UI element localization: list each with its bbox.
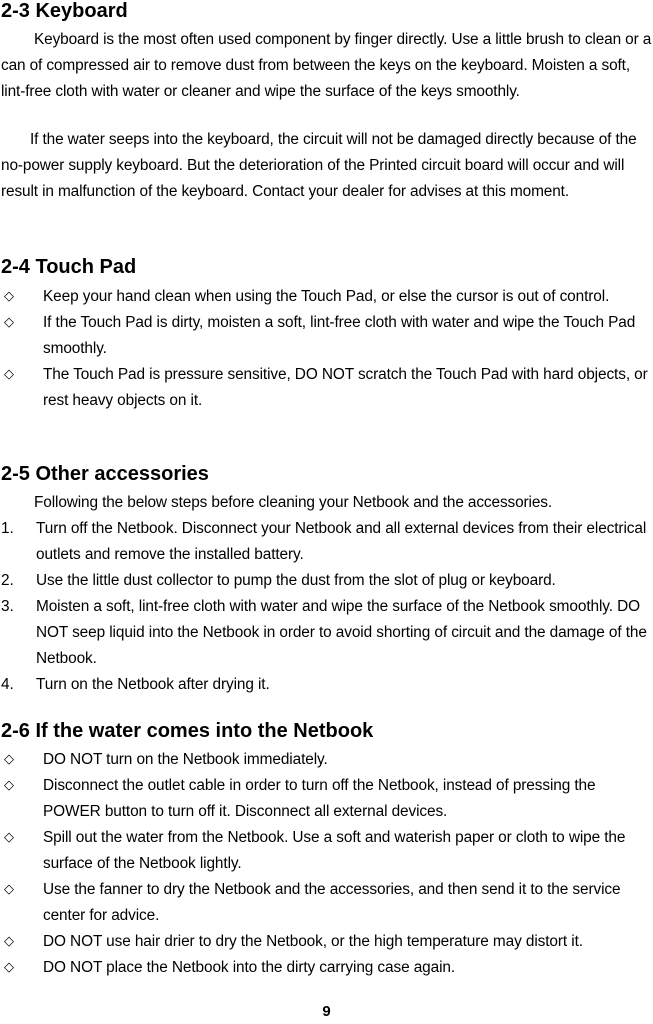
list-item (0, 672, 653, 698)
heading-keyboard: 2-3 Keyboard (1, 0, 128, 22)
step-text: Use the little dust collector to pump the dust from the slot of plug or keyboard. (36, 572, 556, 589)
list-item-text: Spill out the water from the Netbook. Use a soft and waterish paper or cloth to wipe the surface of the Netbook lightly. (43, 829, 626, 872)
list-item-text: Use the fanner to dry the Netbook and the accessories, and then send it to the service center for advice. (43, 881, 621, 924)
keyboard-paragraph-1: Keyboard is the most often used component by finger directly. Use a little brush to clean or a can of compressed air to remove dust from between the keys on the keyboard. Moisten a soft, lint-free cloth with water or cleaner and wipe the surface of the keys smoothly. (1, 31, 652, 100)
water-bullet-list (0, 747, 653, 981)
list-item (0, 773, 653, 825)
white-diamond-icon: ◇ (4, 934, 14, 949)
list-item-text: The Touch Pad is pressure sensitive, DO NOT scratch the Touch Pad with hard objects, or rest heavy objects on it. (43, 366, 648, 409)
list-item (0, 955, 653, 981)
accessories-steps-list (0, 516, 653, 698)
step-text: Turn on the Netbook after drying it. (36, 676, 270, 693)
list-item (0, 929, 653, 955)
step-number: 4. (1, 676, 14, 693)
list-item (0, 516, 653, 568)
list-item-text: Disconnect the outlet cable in order to turn off the Netbook, instead of pressing the POWER button to turn off it. Disconnect all external devices. (43, 777, 596, 820)
list-item-text: DO NOT use hair drier to dry the Netbook, or the high temperature may distort it. (43, 933, 583, 950)
list-item-text: DO NOT place the Netbook into the dirty carrying case again. (43, 959, 456, 976)
heading-water-in-netbook: 2-6 If the water comes into the Netbook (1, 720, 374, 742)
white-diamond-icon: ◇ (4, 752, 14, 767)
list-item (0, 362, 653, 414)
step-text: Turn off the Netbook. Disconnect your Netbook and all external devices from their electrical outlets and remove the installed battery. (36, 520, 647, 563)
white-diamond-icon: ◇ (4, 882, 14, 897)
list-item (0, 284, 653, 310)
list-item (0, 594, 653, 672)
heading-touch-pad: 2-4 Touch Pad (1, 256, 137, 278)
list-item (0, 310, 653, 362)
touch-pad-bullet-list (0, 284, 653, 414)
step-number: 2. (1, 572, 14, 589)
step-number: 3. (1, 598, 14, 615)
white-diamond-icon: ◇ (4, 830, 14, 845)
list-item (0, 568, 653, 594)
heading-other-accessories: 2-5 Other accessories (1, 463, 209, 485)
list-item (0, 747, 653, 773)
list-item-text: DO NOT turn on the Netbook immediately. (43, 751, 328, 768)
list-item (0, 877, 653, 929)
page-number: 9 (322, 1003, 331, 1020)
white-diamond-icon: ◇ (4, 778, 14, 793)
white-diamond-icon: ◇ (4, 289, 14, 304)
step-text: Moisten a soft, lint-free cloth with water and wipe the surface of the Netbook smoothly. DO NOT seep liquid into the Netbook in order to avoid shorting of circuit and the damage of the Netbook. (36, 598, 647, 667)
step-number: 1. (1, 520, 14, 537)
accessories-intro: Following the below steps before cleaning your Netbook and the accessories. (34, 494, 553, 511)
keyboard-paragraph-2: If the water seeps into the keyboard, the circuit will not be damaged directly because of the no-power supply keyboard. But the deterioration of the Printed circuit board will occur and will result in malfunction of the keyboard. Contact your dealer for advises at this moment. (1, 131, 637, 200)
list-item (0, 825, 653, 877)
white-diamond-icon: ◇ (4, 315, 14, 330)
white-diamond-icon: ◇ (4, 367, 14, 382)
white-diamond-icon: ◇ (4, 960, 14, 975)
list-item-text: If the Touch Pad is dirty, moisten a soft, lint-free cloth with water and wipe the Touch Pad smoothly. (43, 314, 636, 357)
list-item-text: Keep your hand clean when using the Touch Pad, or else the cursor is out of control. (43, 288, 610, 305)
